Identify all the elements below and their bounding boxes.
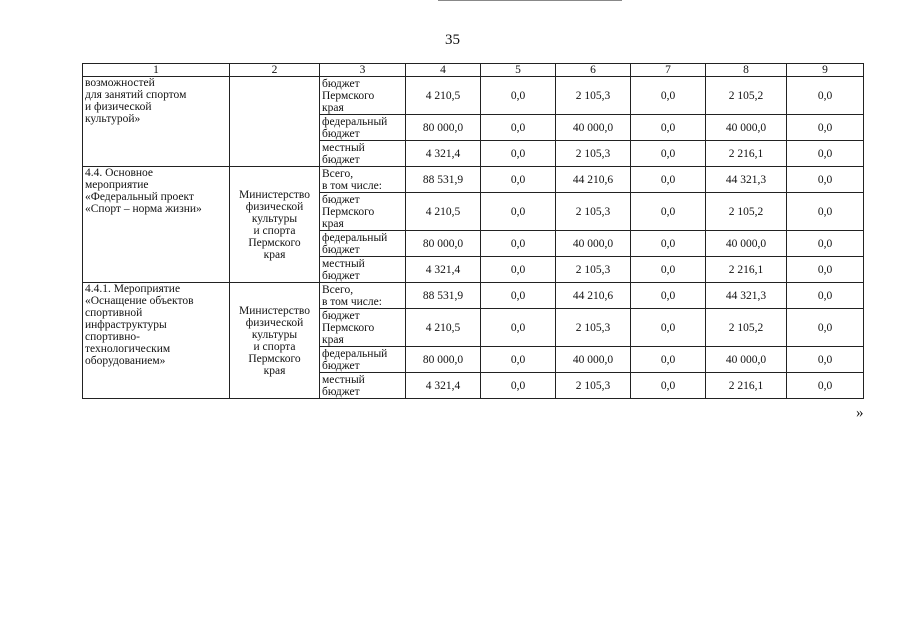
value-cell: 0,0: [631, 347, 706, 373]
funding-source: местный бюджет: [320, 373, 406, 399]
funding-source: местный бюджет: [320, 257, 406, 283]
value-cell: 40 000,0: [556, 347, 631, 373]
value-cell: 0,0: [787, 141, 864, 167]
value-cell: 0,0: [631, 309, 706, 347]
value-cell: 0,0: [631, 167, 706, 193]
table-row: [83, 167, 864, 193]
value-cell: 0,0: [787, 283, 864, 309]
value-cell: 0,0: [631, 193, 706, 231]
responsible-party: Министерство физической культуры и спорта Пермского края: [230, 167, 320, 283]
value-cell: 0,0: [631, 77, 706, 115]
value-cell: 0,0: [481, 167, 556, 193]
value-cell: 2 105,3: [556, 193, 631, 231]
column-header: 4: [406, 64, 481, 77]
responsible-party: Министерство физической культуры и спорта Пермского края: [230, 283, 320, 399]
funding-source: федеральный бюджет: [320, 115, 406, 141]
value-cell: 4 321,4: [406, 373, 481, 399]
activity-name: 4.4.1. Мероприятие «Оснащение объектов спортивной инфраструктуры спортивно- технологическим оборудованием»: [83, 283, 230, 399]
value-cell: 0,0: [631, 283, 706, 309]
budget-table: [82, 63, 864, 399]
funding-source: бюджет Пермского края: [320, 193, 406, 231]
value-cell: 0,0: [481, 373, 556, 399]
value-cell: 2 105,2: [706, 193, 787, 231]
value-cell: 2 105,3: [556, 257, 631, 283]
value-cell: 0,0: [787, 115, 864, 141]
value-cell: 0,0: [787, 309, 864, 347]
column-header: 5: [481, 64, 556, 77]
value-cell: 88 531,9: [406, 283, 481, 309]
value-cell: 40 000,0: [556, 231, 631, 257]
value-cell: 0,0: [631, 373, 706, 399]
value-cell: 0,0: [481, 347, 556, 373]
value-cell: 40 000,0: [706, 231, 787, 257]
responsible-party: [230, 77, 320, 167]
value-cell: 0,0: [787, 77, 864, 115]
value-cell: 2 105,3: [556, 141, 631, 167]
value-cell: 40 000,0: [706, 115, 787, 141]
value-cell: 80 000,0: [406, 347, 481, 373]
value-cell: 0,0: [631, 231, 706, 257]
funding-source: Всего, в том числе:: [320, 167, 406, 193]
column-header: 6: [556, 64, 631, 77]
value-cell: 0,0: [631, 141, 706, 167]
value-cell: 88 531,9: [406, 167, 481, 193]
column-header: 9: [787, 64, 864, 77]
value-cell: 2 105,2: [706, 309, 787, 347]
value-cell: 4 210,5: [406, 309, 481, 347]
value-cell: 2 105,3: [556, 77, 631, 115]
value-cell: 0,0: [787, 193, 864, 231]
activity-name: 4.4. Основное мероприятие «Федеральный проект «Спорт – норма жизни»: [83, 167, 230, 283]
closing-quote: »: [856, 405, 864, 421]
value-cell: 0,0: [631, 257, 706, 283]
value-cell: 0,0: [481, 193, 556, 231]
value-cell: 0,0: [631, 115, 706, 141]
value-cell: 2 216,1: [706, 141, 787, 167]
page-number: 35: [445, 32, 460, 48]
value-cell: 0,0: [481, 115, 556, 141]
value-cell: 2 105,3: [556, 309, 631, 347]
value-cell: 40 000,0: [556, 115, 631, 141]
value-cell: 0,0: [481, 257, 556, 283]
funding-source: федеральный бюджет: [320, 231, 406, 257]
value-cell: 44 210,6: [556, 283, 631, 309]
value-cell: 4 210,5: [406, 193, 481, 231]
value-cell: 2 216,1: [706, 257, 787, 283]
value-cell: 80 000,0: [406, 231, 481, 257]
value-cell: 0,0: [787, 257, 864, 283]
value-cell: 0,0: [787, 231, 864, 257]
funding-source: местный бюджет: [320, 141, 406, 167]
value-cell: 0,0: [787, 373, 864, 399]
funding-source: бюджет Пермского края: [320, 309, 406, 347]
funding-source: бюджет Пермского края: [320, 77, 406, 115]
column-number-row: [83, 64, 864, 77]
value-cell: 44 321,3: [706, 167, 787, 193]
value-cell: 0,0: [481, 77, 556, 115]
value-cell: 4 321,4: [406, 141, 481, 167]
column-header: 2: [230, 64, 320, 77]
column-header: 1: [83, 64, 230, 77]
value-cell: 2 105,3: [556, 373, 631, 399]
column-header: 7: [631, 64, 706, 77]
funding-source: Всего, в том числе:: [320, 283, 406, 309]
value-cell: 4 210,5: [406, 77, 481, 115]
value-cell: 80 000,0: [406, 115, 481, 141]
value-cell: 0,0: [787, 167, 864, 193]
value-cell: 4 321,4: [406, 257, 481, 283]
funding-source: федеральный бюджет: [320, 347, 406, 373]
value-cell: 0,0: [481, 141, 556, 167]
scan-top-line: [438, 0, 622, 1]
value-cell: 44 321,3: [706, 283, 787, 309]
value-cell: 0,0: [481, 231, 556, 257]
value-cell: 0,0: [481, 309, 556, 347]
value-cell: 0,0: [481, 283, 556, 309]
column-header: 8: [706, 64, 787, 77]
activity-name: возможностей для занятий спортом и физической культурой»: [83, 77, 230, 167]
value-cell: 2 105,2: [706, 77, 787, 115]
value-cell: 44 210,6: [556, 167, 631, 193]
table-row: [83, 283, 864, 309]
value-cell: 2 216,1: [706, 373, 787, 399]
value-cell: 0,0: [787, 347, 864, 373]
table-row: [83, 77, 864, 115]
column-header: 3: [320, 64, 406, 77]
value-cell: 40 000,0: [706, 347, 787, 373]
